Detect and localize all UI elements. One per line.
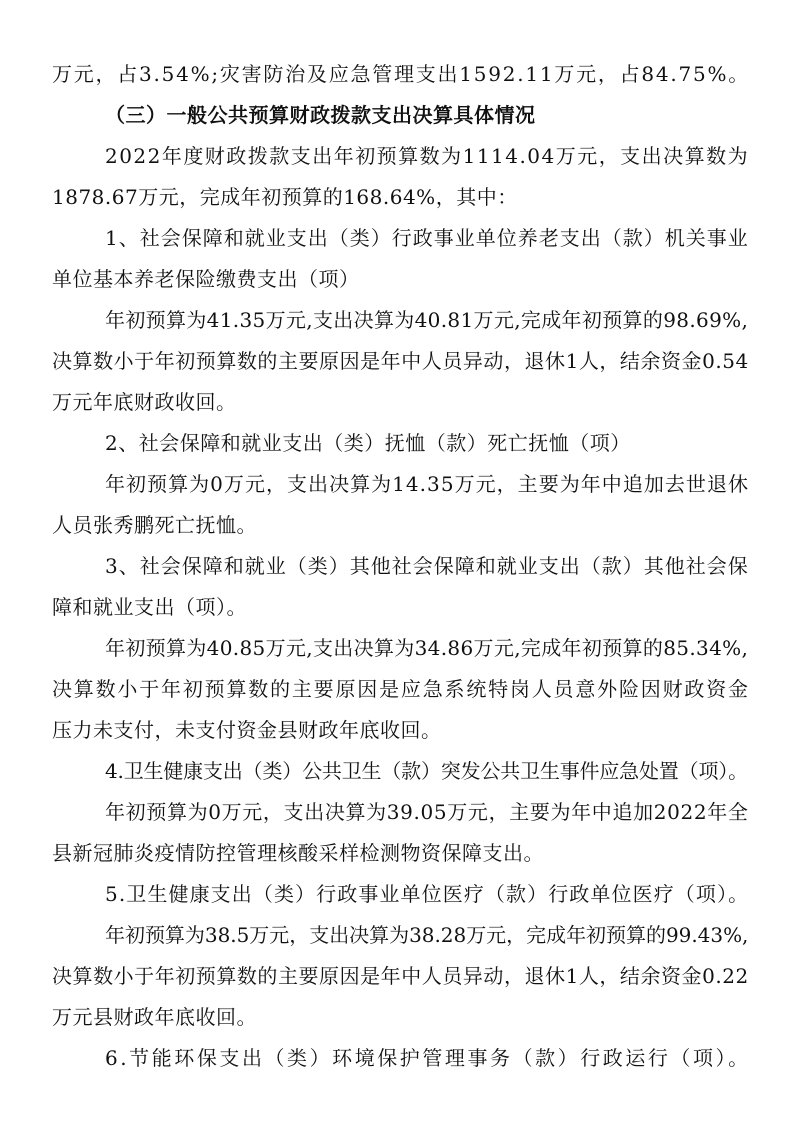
item-heading: 1、社会保障和就业支出（类）行政事业单位养老支出（款）机关事业 [105,226,749,250]
text-line: 1878.67万元，完成年初预算的168.64%，其中： [52,185,518,209]
item-heading: 6.节能环保支出（类）环境保护管理事务（款）行政运行（项）。 [105,1046,751,1070]
text-line: 决算数小于年初预算数的主要原因是应急系统特岗人员意外险因财政资金 [52,677,750,701]
text-line: 年初预算为38.5万元，支出决算为38.28万元，完成年初预算的99.43%, [105,923,749,947]
text-line: 决算数小于年初预算数的主要原因是年中人员异动，退休1人，结余资金0.54 [52,349,749,373]
text-line: 万元，占3.54%;灾害防治及应急管理支出1592.11万元，占84.75%。 [52,62,751,86]
text-line: 年初预算为0万元，支出决算为14.35万元，主要为年中追加去世退休 [105,472,750,496]
text-line: 人员张秀鹏死亡抚恤。 [52,513,257,537]
text-line: 县新冠肺炎疫情防控管理核酸采样检测物资保障支出。 [52,841,544,865]
text-line: 2022年度财政拨款支出年初预算数为1114.04万元，支出决算数为 [105,144,750,168]
item-heading: 单位基本养老保险缴费支出（项） [52,267,360,291]
text-line: 年初预算为40.85万元,支出决算为34.86万元,完成年初预算的85.34%, [105,636,749,660]
text-line: 年初预算为41.35万元,支出决算为40.81万元,完成年初预算的98.69%, [105,308,749,332]
text-line: 年初预算为0万元，支出决算为39.05万元，主要为年中追加2022年全 [105,800,749,824]
item-heading: 4.卫生健康支出（类）公共卫生（款）突发公共卫生事件应急处置（项）。 [105,759,748,783]
item-heading: 2、社会保障和就业支出（类）抚恤（款）死亡抚恤（项） [105,431,631,455]
item-heading: 3、社会保障和就业（类）其他社会保障和就业支出（款）其他社会保 [105,554,749,578]
item-heading: 5.卫生健康支出（类）行政事业单位医疗（款）行政单位医疗（项）。 [105,882,750,906]
text-line: 决算数小于年初预算数的主要原因是年中人员异动，退休1人，结余资金0.22 [52,964,749,988]
text-line: 压力未支付，未支付资金县财政年底收回。 [52,718,442,742]
item-heading: 障和就业支出（项）。 [52,595,247,619]
section-heading: （三）一般公共预算财政拨款支出决算具体情况 [105,103,536,127]
text-line: 万元县财政年底收回。 [52,1005,257,1029]
text-line: 万元年底财政收回。 [52,390,237,414]
